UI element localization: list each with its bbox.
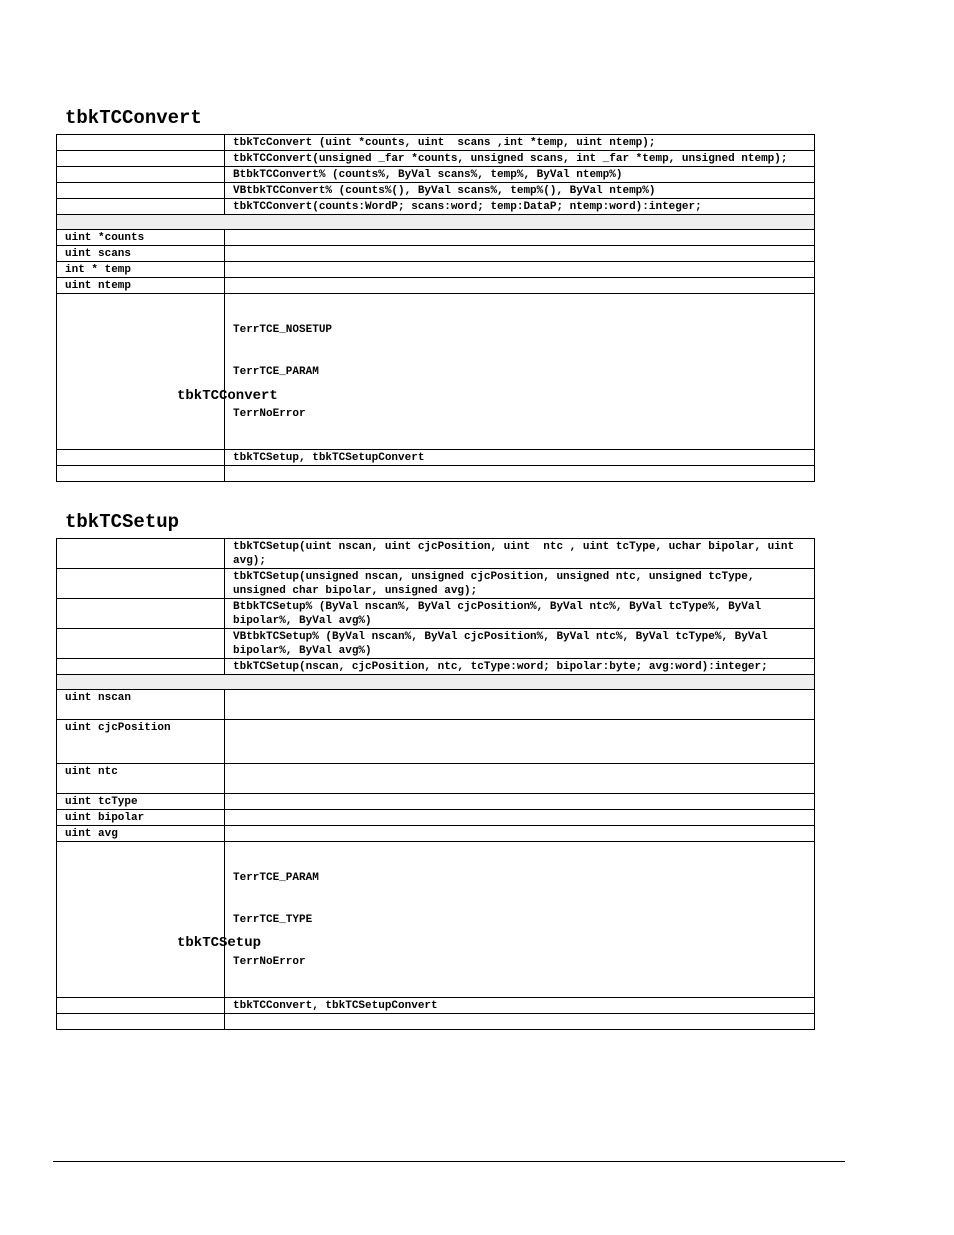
prototype-row <box>57 151 815 167</box>
parameter-row <box>57 246 815 262</box>
parameter-name: uint ntc <box>57 764 225 794</box>
empty-cell <box>225 466 815 482</box>
error-code: TerrTCE_PARAM <box>233 872 319 884</box>
prototype-row <box>57 199 815 215</box>
parameter-name: uint ntemp <box>57 278 225 294</box>
parameter-description <box>225 720 815 764</box>
empty-row <box>57 466 815 482</box>
parameter-description <box>225 246 815 262</box>
return-values-row <box>57 294 815 450</box>
label-cell <box>57 842 225 998</box>
prototype-row <box>57 599 815 629</box>
error-code: TerrNoError <box>233 408 306 420</box>
parameter-row <box>57 810 815 826</box>
table-caption: tbkTCConvert <box>177 388 278 404</box>
prototype-row <box>57 539 815 569</box>
parameter-name: uint cjcPosition <box>57 720 225 764</box>
error-code: TerrTCE_PARAM <box>233 366 319 378</box>
parameter-name: uint avg <box>57 826 225 842</box>
label-cell <box>57 998 225 1014</box>
parameter-row <box>57 764 815 794</box>
prototype-cell: tbkTCSetup(uint nscan, uint cjcPosition, uint ntc , uint tcType, uchar bipolar, uint avg); <box>225 539 815 569</box>
label-cell <box>57 569 225 599</box>
parameter-row <box>57 690 815 720</box>
parameter-name: uint tcType <box>57 794 225 810</box>
empty-row <box>57 1014 815 1030</box>
parameter-name: uint *counts <box>57 230 225 246</box>
label-cell <box>57 450 225 466</box>
parameter-name: uint scans <box>57 246 225 262</box>
return-values-cell <box>225 294 815 450</box>
parameter-row <box>57 794 815 810</box>
table-caption: tbkTCSetup <box>177 935 262 951</box>
return-values-row <box>57 842 815 998</box>
prototype-row <box>57 659 815 675</box>
prototype-row <box>57 135 815 151</box>
prototype-cell: BtbkTCConvert% (counts%, ByVal scans%, temp%, ByVal ntemp%) <box>225 167 815 183</box>
label-cell <box>57 599 225 629</box>
footer-rule <box>53 1161 845 1162</box>
see-also-cell: tbkTCConvert, tbkTCSetupConvert <box>225 998 815 1014</box>
error-code: TerrTCE_NOSETUP <box>233 324 333 336</box>
label-cell <box>57 151 225 167</box>
error-code: TerrTCE_TYPE <box>233 914 313 926</box>
parameter-name: uint nscan <box>57 690 225 720</box>
function-reference-table-tbktcconvert <box>56 134 815 482</box>
parameter-description <box>225 764 815 794</box>
prototype-cell: VBtbkTCConvert% (counts%(), ByVal scans%, temp%(), ByVal ntemp%) <box>225 183 815 199</box>
parameter-name: uint bipolar <box>57 810 225 826</box>
section-title-tbktcsetup: tbkTCSetup <box>65 511 180 533</box>
parameter-description <box>225 230 815 246</box>
empty-cell <box>225 1014 815 1030</box>
parameter-row <box>57 262 815 278</box>
prototype-cell: tbkTCConvert(unsigned _far *counts, unsigned scans, int _far *temp, unsigned ntemp); <box>225 151 815 167</box>
label-cell <box>57 135 225 151</box>
parameter-row <box>57 826 815 842</box>
parameter-row <box>57 278 815 294</box>
return-values-cell <box>225 842 815 998</box>
prototype-row <box>57 183 815 199</box>
parameter-description <box>225 794 815 810</box>
prototype-row <box>57 167 815 183</box>
separator-cell <box>57 675 815 690</box>
parameter-row <box>57 720 815 764</box>
function-reference-table-tbktcsetup <box>56 538 815 1030</box>
parameter-name: int * temp <box>57 262 225 278</box>
label-cell <box>57 539 225 569</box>
label-cell <box>57 629 225 659</box>
label-cell <box>57 466 225 482</box>
see-also-row <box>57 998 815 1014</box>
label-cell <box>57 183 225 199</box>
prototype-cell: BtbkTCSetup% (ByVal nscan%, ByVal cjcPosition%, ByVal ntc%, ByVal tcType%, ByVal bipolar%, ByVal avg%) <box>225 599 815 629</box>
separator-row <box>57 215 815 230</box>
parameter-description <box>225 826 815 842</box>
see-also-cell: tbkTCSetup, tbkTCSetupConvert <box>225 450 815 466</box>
label-cell <box>57 199 225 215</box>
prototype-cell: tbkTcConvert (uint *counts, uint scans ,int *temp, uint ntemp); <box>225 135 815 151</box>
label-cell <box>57 294 225 450</box>
prototype-row <box>57 629 815 659</box>
section-title-tbktcconvert: tbkTCConvert <box>65 107 202 129</box>
see-also-row <box>57 450 815 466</box>
separator-cell <box>57 215 815 230</box>
separator-row <box>57 675 815 690</box>
prototype-cell: tbkTCSetup(unsigned nscan, unsigned cjcPosition, unsigned ntc, unsigned tcType, unsigned char bipolar, unsigned avg); <box>225 569 815 599</box>
prototype-cell: tbkTCSetup(nscan, cjcPosition, ntc, tcType:word; bipolar:byte; avg:word):integer; <box>225 659 815 675</box>
parameter-description <box>225 278 815 294</box>
prototype-row <box>57 569 815 599</box>
error-code: TerrNoError <box>233 956 306 968</box>
label-cell <box>57 167 225 183</box>
parameter-description <box>225 810 815 826</box>
parameter-row <box>57 230 815 246</box>
label-cell <box>57 1014 225 1030</box>
parameter-description <box>225 262 815 278</box>
parameter-description <box>225 690 815 720</box>
prototype-cell: tbkTCConvert(counts:WordP; scans:word; temp:DataP; ntemp:word):integer; <box>225 199 815 215</box>
label-cell <box>57 659 225 675</box>
prototype-cell: VBtbkTCSetup% (ByVal nscan%, ByVal cjcPosition%, ByVal ntc%, ByVal tcType%, ByVal bipolar%, ByVal avg%) <box>225 629 815 659</box>
